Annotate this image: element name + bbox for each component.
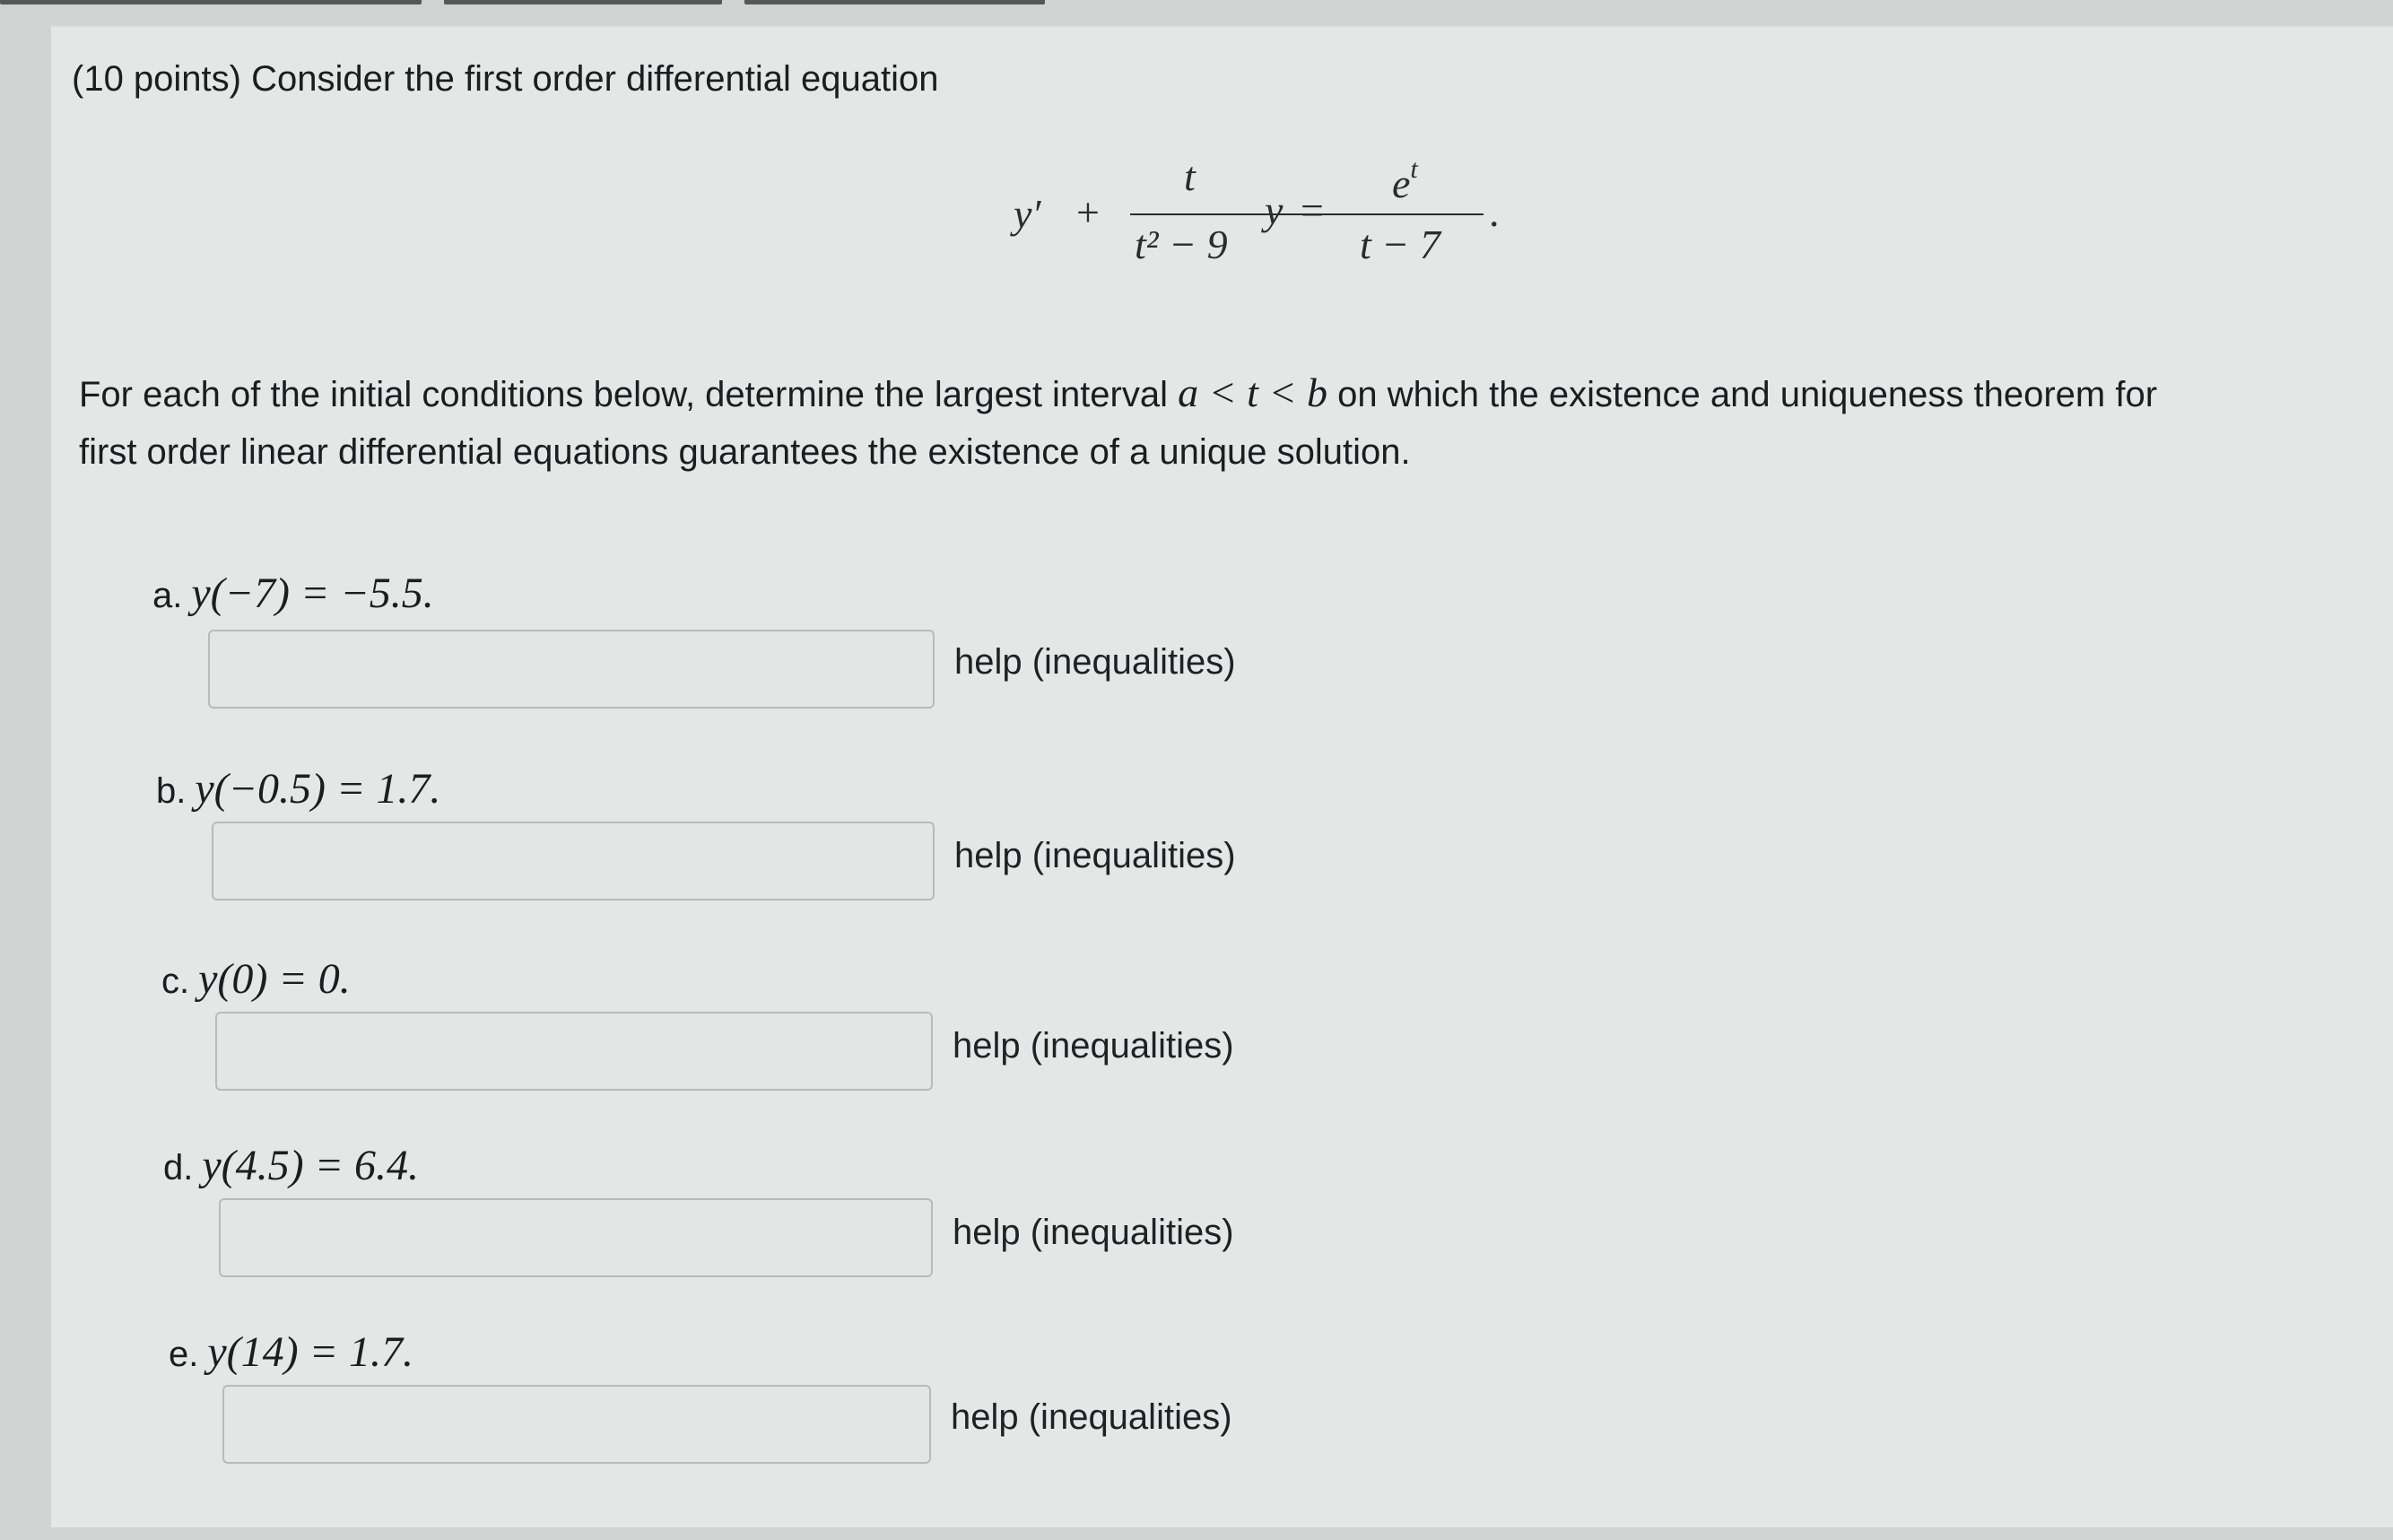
part-e-prompt	[169, 1327, 413, 1377]
eq-period: .	[1489, 189, 1500, 235]
part-c-condition: y(0) = 0.	[198, 955, 351, 1003]
top-tab-strip	[0, 0, 1076, 5]
eq-rhs-denominator: t − 7	[1360, 222, 1440, 267]
part-a-prompt	[152, 569, 434, 618]
part-c-prompt	[161, 954, 351, 1004]
part-e-help-link[interactable]: help (inequalities)	[951, 1397, 1232, 1437]
part-a-answer-input[interactable]	[208, 630, 935, 709]
eq-rhs-fraction-bar	[1356, 213, 1484, 215]
eq-coef-denominator: t² − 9	[1135, 222, 1228, 267]
instructions	[79, 364, 2384, 481]
top-tab-3[interactable]	[744, 0, 1045, 4]
part-e-condition: y(14) = 1.7.	[207, 1328, 414, 1376]
eq-y-prime: y′	[1014, 191, 1041, 237]
eq-plus: +	[1076, 189, 1100, 235]
part-a-help-link[interactable]: help (inequalities)	[954, 642, 1236, 682]
top-tab-2[interactable]	[444, 0, 722, 4]
eq-coef-numerator: t	[1184, 153, 1196, 199]
eq-rhs-numerator: $e^t$	[1392, 154, 1418, 206]
instructions-line-2: first order linear differential equations guarantees the existence of a unique solution.	[79, 432, 1411, 472]
instructions-text-1: For each of the initial conditions below, determine the largest interval	[79, 375, 1179, 414]
part-c-label: c.	[161, 961, 190, 1001]
instructions-text-2: on which the existence and uniqueness theorem for	[1327, 375, 2158, 414]
eq-equals: =	[1301, 187, 1324, 233]
top-tab-1[interactable]	[0, 0, 422, 4]
part-e-label: e.	[169, 1335, 199, 1374]
part-d-label: d.	[163, 1148, 194, 1188]
part-d-help-link[interactable]: help (inequalities)	[953, 1213, 1234, 1252]
part-b-condition: y(−0.5) = 1.7.	[195, 765, 441, 813]
part-b-prompt	[156, 764, 440, 814]
eq-coef-fraction-bar	[1130, 213, 1381, 215]
part-e-answer-input[interactable]	[222, 1385, 931, 1464]
part-d-condition: y(4.5) = 6.4.	[202, 1142, 420, 1189]
part-c-help-link[interactable]: help (inequalities)	[953, 1026, 1234, 1066]
part-b-answer-input[interactable]	[212, 822, 935, 901]
part-a-condition: y(−7) = −5.5.	[191, 570, 434, 617]
part-b-help-link[interactable]: help (inequalities)	[954, 836, 1236, 875]
problem-intro: (10 points) Consider the first order differential equation	[72, 59, 939, 99]
part-a-label: a.	[152, 576, 183, 615]
part-c-answer-input[interactable]	[215, 1012, 933, 1091]
part-d-answer-input[interactable]	[219, 1198, 933, 1277]
part-b-label: b.	[156, 771, 187, 811]
eq-y: y	[1265, 187, 1284, 233]
part-d-prompt	[163, 1141, 419, 1190]
interval-math: a < t < b	[1178, 370, 1327, 415]
